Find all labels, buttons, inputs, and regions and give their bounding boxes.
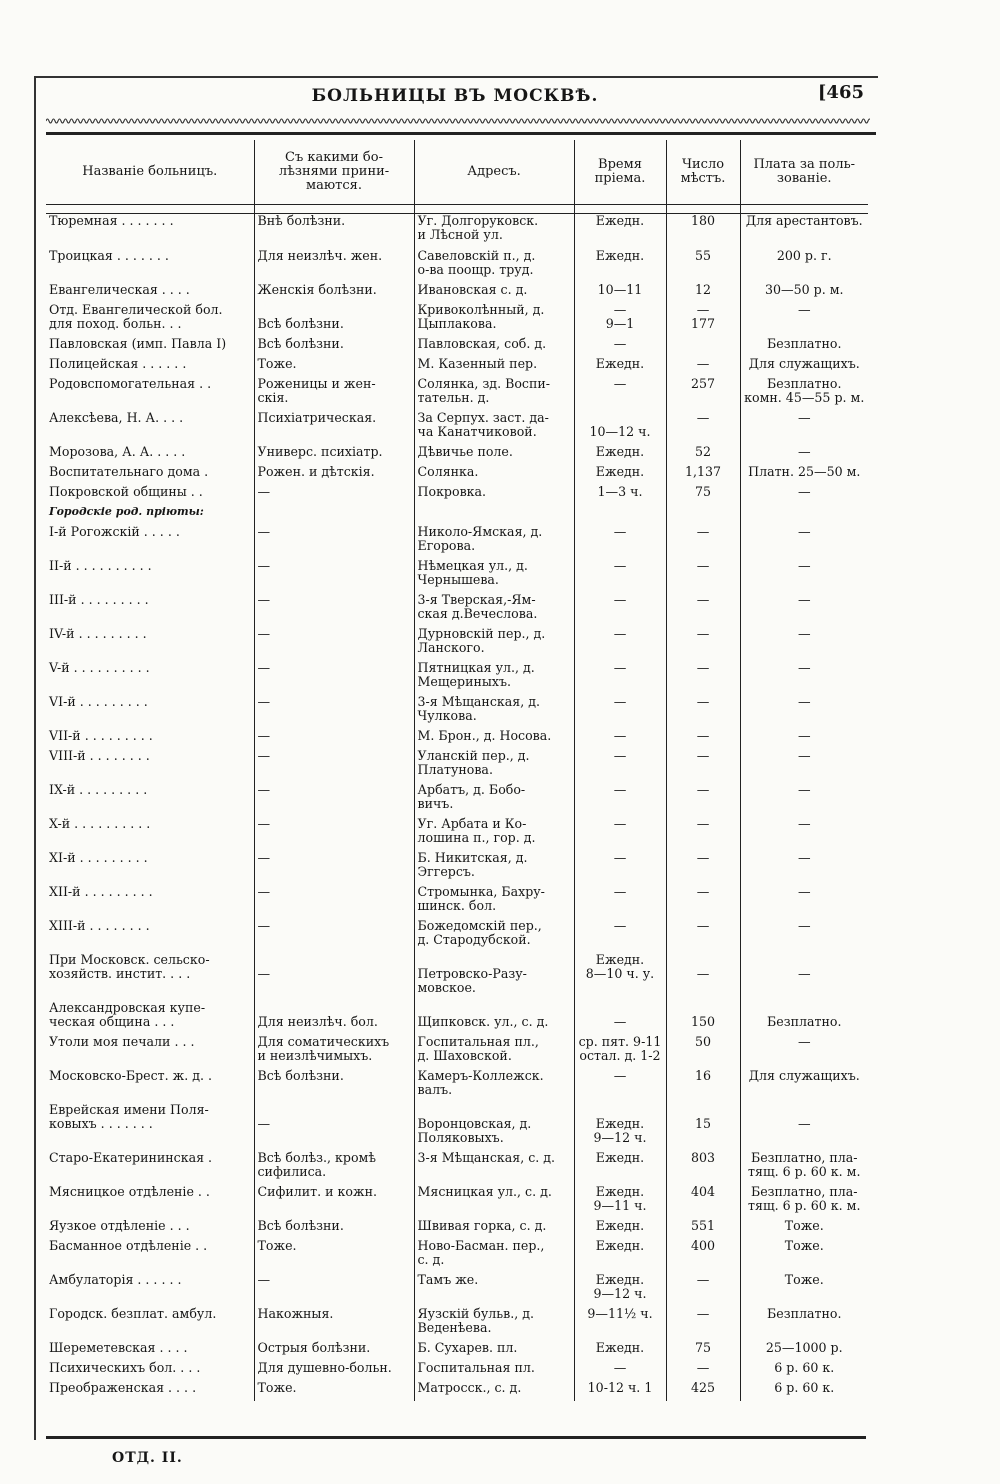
table-row xyxy=(46,1001,868,1035)
cell-beds: — xyxy=(666,919,740,953)
cell-name: VI-й . . . . . . . . . xyxy=(49,695,148,709)
cell-time: Ежедн. xyxy=(574,1151,666,1185)
cell-disease: Тоже. xyxy=(254,1239,414,1273)
table-row xyxy=(46,919,868,953)
cell-name: Евангелическая . . . . xyxy=(49,283,190,297)
table-row xyxy=(46,1069,868,1103)
cell-time: 1—3 ч. xyxy=(574,485,666,505)
cell-fee: Безплатно. xyxy=(740,337,868,357)
cell-beds: — xyxy=(666,525,740,559)
cell-time: Ежедн. xyxy=(574,1341,666,1361)
cell-fee: — xyxy=(740,411,868,445)
cell-disease: — xyxy=(254,749,414,783)
cell-time: ср. пят. 9-11 остал. д. 1-2 xyxy=(574,1035,666,1069)
cell-address: Солянка, зд. Воспи- тательн. д. xyxy=(414,377,574,411)
frame-top-rule xyxy=(34,76,878,78)
cell-fee: 6 р. 60 к. xyxy=(740,1361,868,1381)
cell-fee: Для служащихъ. xyxy=(740,357,868,377)
cell-name: Воспитательнаго дома . xyxy=(49,465,209,479)
cell-disease: — xyxy=(254,485,414,505)
cell-disease: Для неизлѣч. бол. xyxy=(254,1001,414,1035)
cell-address: Покровка. xyxy=(414,485,574,505)
table-row xyxy=(46,1273,868,1307)
cell-time: 10-12 ч. 1 xyxy=(574,1381,666,1401)
cell-time: — 9—1 xyxy=(574,303,666,337)
cell-fee: — xyxy=(740,919,868,953)
cell-disease: — xyxy=(254,783,414,817)
cell-disease: — xyxy=(254,559,414,593)
cell-beds: — xyxy=(666,1361,740,1381)
cell-time: — xyxy=(574,661,666,695)
header-spacer xyxy=(46,205,868,214)
cell-address: Ново-Басман. пер., с. д. xyxy=(414,1239,574,1273)
cell-time: — xyxy=(574,559,666,593)
cell-address: 3-я Тверская,-Ям- ская д.Вечеслова. xyxy=(414,593,574,627)
cell-fee: 30—50 р. м. xyxy=(740,283,868,303)
cell-beds: — xyxy=(666,817,740,851)
cell-address: Воронцовская, д. Поляковыхъ. xyxy=(414,1103,574,1151)
cell-name: Еврейская имени Поля- ковыхъ . . . . . . . xyxy=(49,1103,209,1131)
cell-disease: Для соматическихъ и неизлѣчимыхъ. xyxy=(254,1035,414,1069)
cell-address: Щипковск. ул., с. д. xyxy=(414,1001,574,1035)
cell-disease: Внѣ болѣзни. xyxy=(254,214,414,250)
cell-time: — xyxy=(574,695,666,729)
cell-fee xyxy=(740,505,868,525)
table-row xyxy=(46,249,868,283)
cell-address: Николо-Ямская, д. Егорова. xyxy=(414,525,574,559)
cell-address: Ивановская с. д. xyxy=(414,283,574,303)
cell-name: IX-й . . . . . . . . . xyxy=(49,783,148,797)
cell-address: Солянка. xyxy=(414,465,574,485)
cell-time: — xyxy=(574,377,666,411)
cell-name: Алексѣева, Н. А. . . . xyxy=(49,411,184,425)
table-row xyxy=(46,885,868,919)
cell-address: Стромынка, Бахру- шинск. бол. xyxy=(414,885,574,919)
table-row xyxy=(46,465,868,485)
cell-fee: Для арестантовъ. xyxy=(740,214,868,250)
cell-name: Шереметевская . . . . xyxy=(49,1341,188,1355)
cell-name: Городск. безплат. амбул. xyxy=(49,1307,217,1321)
cell-fee: Безплатно, пла- тящ. 6 р. 60 к. м. xyxy=(740,1151,868,1185)
cell-disease: Психіатрическая. xyxy=(254,411,414,445)
cell-name: Морозова, А. А. . . . . xyxy=(49,445,186,459)
cell-beds: 257 xyxy=(666,377,740,411)
cell-time: — xyxy=(574,1361,666,1381)
cell-name: Полицейская . . . . . . xyxy=(49,357,187,371)
cell-time: Ежедн. 9—12 ч. xyxy=(574,1273,666,1307)
cell-fee: — xyxy=(740,953,868,1001)
cell-beds: — xyxy=(666,593,740,627)
cell-address: Пятницкая ул., д. Мещериныхъ. xyxy=(414,661,574,695)
cell-disease: — xyxy=(254,525,414,559)
cell-beds: — xyxy=(666,783,740,817)
cell-time: Ежедн. xyxy=(574,445,666,465)
table-row xyxy=(46,283,868,303)
cell-fee: Безплатно, пла- тящ. 6 р. 60 к. м. xyxy=(740,1185,868,1219)
footer-rule xyxy=(46,1436,866,1439)
cell-fee: Для служащихъ. xyxy=(740,1069,868,1103)
cell-name: V-й . . . . . . . . . . xyxy=(49,661,150,675)
cell-address: Нѣмецкая ул., д. Чернышева. xyxy=(414,559,574,593)
cell-fee: — xyxy=(740,445,868,465)
cell-fee: — xyxy=(740,783,868,817)
cell-disease: — xyxy=(254,1103,414,1151)
cell-address: Мясницкая ул., с. д. xyxy=(414,1185,574,1219)
frame-left-rule xyxy=(34,76,36,1440)
cell-time: — xyxy=(574,851,666,885)
table-row xyxy=(46,953,868,1001)
cell-fee: 200 р. г. xyxy=(740,249,868,283)
cell-beds: — xyxy=(666,411,740,445)
cell-disease: — xyxy=(254,1273,414,1307)
header-rule xyxy=(46,132,876,135)
cell-time: — xyxy=(574,525,666,559)
table-row xyxy=(46,695,868,729)
cell-address: Петровско-Разу- мовское. xyxy=(414,953,574,1001)
cell-beds: 12 xyxy=(666,283,740,303)
cell-name: I-й Рогожскій . . . . . xyxy=(49,525,180,539)
cell-address: Б. Сухарев. пл. xyxy=(414,1341,574,1361)
cell-name: Психическихъ бол. . . . xyxy=(49,1361,201,1375)
cell-time xyxy=(574,505,666,525)
cell-beds: — xyxy=(666,851,740,885)
cell-fee: — xyxy=(740,695,868,729)
cell-fee: Тоже. xyxy=(740,1273,868,1307)
table-row xyxy=(46,559,868,593)
cell-disease xyxy=(254,505,414,525)
cell-name: Отд. Евангелической бол. для поход. больн. . . xyxy=(49,303,223,331)
cell-beds: 425 xyxy=(666,1381,740,1401)
table-row xyxy=(46,729,868,749)
cell-beds: 75 xyxy=(666,485,740,505)
cell-disease: — xyxy=(254,817,414,851)
cell-disease: Сифилит. и кожн. xyxy=(254,1185,414,1219)
cell-time: Ежедн. 9—11 ч. xyxy=(574,1185,666,1219)
table-row xyxy=(46,749,868,783)
table-row xyxy=(46,661,868,695)
cell-beds: — xyxy=(666,1273,740,1307)
cell-address: 3-я Мѣщанская, д. Чулкова. xyxy=(414,695,574,729)
table-body xyxy=(46,214,868,1402)
cell-beds: — xyxy=(666,627,740,661)
cell-fee: 6 р. 60 к. xyxy=(740,1381,868,1401)
cell-fee: — xyxy=(740,485,868,505)
cell-name: X-й . . . . . . . . . . xyxy=(49,817,151,831)
cell-address: Камеръ-Коллежск. валъ. xyxy=(414,1069,574,1103)
cell-time: — xyxy=(574,729,666,749)
cell-time: Ежедн. xyxy=(574,1239,666,1273)
cell-address: Швивая горка, с. д. xyxy=(414,1219,574,1239)
cell-beds: — xyxy=(666,953,740,1001)
cell-address: Савеловскій п., д. о-ва поощр. труд. xyxy=(414,249,574,283)
table-row xyxy=(46,1307,868,1341)
cell-address: Дурновскій пер., д. Ланского. xyxy=(414,627,574,661)
cell-beds: — xyxy=(666,695,740,729)
cell-fee: — xyxy=(740,1035,868,1069)
cell-beds: 180 xyxy=(666,214,740,250)
table-row xyxy=(46,1219,868,1239)
cell-disease: Всѣ болѣзни. xyxy=(254,1069,414,1103)
cell-name: Басманное отдѣленіе . . xyxy=(49,1239,208,1253)
cell-disease: Для душевно-больн. xyxy=(254,1361,414,1381)
cell-address: Уланскій пер., д. Платунова. xyxy=(414,749,574,783)
cell-address: Уг. Долгоруковск. и Лѣсной ул. xyxy=(414,214,574,250)
cell-disease: — xyxy=(254,953,414,1001)
page-title: БОЛЬНИЦЫ ВЪ МОСКВѢ. xyxy=(311,86,599,106)
wavy-divider xyxy=(46,116,870,126)
cell-fee: 25—1000 р. xyxy=(740,1341,868,1361)
cell-name: III-й . . . . . . . . . xyxy=(49,593,149,607)
cell-fee: — xyxy=(740,851,868,885)
cell-disease: Рожен. и дѣтскія. xyxy=(254,465,414,485)
cell-disease: Всѣ болѣз., кромѣ сифилиса. xyxy=(254,1151,414,1185)
table-row xyxy=(46,1361,868,1381)
table-row xyxy=(46,485,868,505)
cell-name: IV-й . . . . . . . . . xyxy=(49,627,147,641)
cell-address: 3-я Мѣщанская, с. д. xyxy=(414,1151,574,1185)
page-header xyxy=(40,80,870,114)
cell-fee: Тоже. xyxy=(740,1239,868,1273)
cell-address: Кривоколѣнный, д. Цыплакова. xyxy=(414,303,574,337)
cell-address: Божедомскій пер., д. Стародубской. xyxy=(414,919,574,953)
cell-name: XI-й . . . . . . . . . xyxy=(49,851,148,865)
cell-fee: — xyxy=(740,303,868,337)
table-row xyxy=(46,525,868,559)
cell-beds xyxy=(666,505,740,525)
cell-disease: Роженицы и жен- скія. xyxy=(254,377,414,411)
cell-name: VIII-й . . . . . . . . xyxy=(49,749,150,763)
cell-beds: 551 xyxy=(666,1219,740,1239)
cell-fee: — xyxy=(740,593,868,627)
cell-fee: Тоже. xyxy=(740,1219,868,1239)
cell-fee: — xyxy=(740,627,868,661)
cell-disease: Всѣ болѣзни. xyxy=(254,303,414,337)
table-row xyxy=(46,1103,868,1151)
cell-name: Городскіе род. пріюты: xyxy=(49,505,204,518)
cell-disease: — xyxy=(254,919,414,953)
table-row xyxy=(46,214,868,250)
cell-beds: 803 xyxy=(666,1151,740,1185)
cell-fee: — xyxy=(740,559,868,593)
table-row xyxy=(46,1035,868,1069)
cell-time: — xyxy=(574,817,666,851)
cell-name: Мясницкое отдѣленіе . . xyxy=(49,1185,210,1199)
col-header-fee: Плата за поль- зованіе. xyxy=(740,140,868,205)
table-row xyxy=(46,1239,868,1273)
cell-address: М. Брон., д. Носова. xyxy=(414,729,574,749)
table-header-row xyxy=(46,140,868,205)
cell-name: При Московск. сельско- хозяйств. инстит. . . . xyxy=(49,953,210,981)
cell-beds: 1,137 xyxy=(666,465,740,485)
col-header-address: Адресъ. xyxy=(414,140,574,205)
cell-name: Александровская купе- ческая община . . . xyxy=(49,1001,206,1029)
table-row xyxy=(46,411,868,445)
cell-time: — xyxy=(574,593,666,627)
cell-fee: Платн. 25—50 м. xyxy=(740,465,868,485)
cell-address: Матросск., с. д. xyxy=(414,1381,574,1401)
table-row xyxy=(46,627,868,661)
cell-beds: 16 xyxy=(666,1069,740,1103)
cell-fee: — xyxy=(740,525,868,559)
cell-disease: — xyxy=(254,627,414,661)
cell-address: Павловская, соб. д. xyxy=(414,337,574,357)
cell-beds: — xyxy=(666,749,740,783)
cell-disease: Острыя болѣзни. xyxy=(254,1341,414,1361)
cell-name: Утоли моя печали . . . xyxy=(49,1035,195,1049)
cell-time: — xyxy=(574,1069,666,1103)
cell-address: Госпитальная пл., д. Шаховской. xyxy=(414,1035,574,1069)
table-row xyxy=(46,357,868,377)
cell-time: Ежедн. 9—12 ч. xyxy=(574,1103,666,1151)
cell-beds: — 177 xyxy=(666,303,740,337)
cell-name: II-й . . . . . . . . . . xyxy=(49,559,152,573)
cell-name: Старо-Екатерининская . xyxy=(49,1151,213,1165)
table-row xyxy=(46,1151,868,1185)
cell-time: Ежедн. xyxy=(574,214,666,250)
table-row xyxy=(46,377,868,411)
cell-address: Дѣвичье поле. xyxy=(414,445,574,465)
cell-address: Госпитальная пл. xyxy=(414,1361,574,1381)
cell-beds: — xyxy=(666,1307,740,1341)
cell-beds: 50 xyxy=(666,1035,740,1069)
cell-name: Родовспомогательная . . xyxy=(49,377,212,391)
cell-disease: Женскія болѣзни. xyxy=(254,283,414,303)
cell-fee: — xyxy=(740,817,868,851)
cell-time: — xyxy=(574,627,666,661)
cell-time: Ежедн. xyxy=(574,1219,666,1239)
cell-address: Арбатъ, д. Бобо- вичъ. xyxy=(414,783,574,817)
cell-address: Яузскій бульв., д. Веденѣева. xyxy=(414,1307,574,1341)
cell-beds xyxy=(666,337,740,357)
cell-time: — xyxy=(574,783,666,817)
cell-beds: — xyxy=(666,559,740,593)
cell-fee: — xyxy=(740,661,868,695)
table-row xyxy=(46,1341,868,1361)
table-row xyxy=(46,1185,868,1219)
cell-beds: 400 xyxy=(666,1239,740,1273)
cell-disease: Всѣ болѣзни. xyxy=(254,1219,414,1239)
cell-address: Уг. Арбата и Ко- лошина п., гор. д. xyxy=(414,817,574,851)
cell-time: Ежедн. 8—10 ч. у. xyxy=(574,953,666,1001)
cell-disease: — xyxy=(254,593,414,627)
table-row xyxy=(46,445,868,465)
cell-name: Павловская (имп. Павла I) xyxy=(49,337,227,351)
cell-time: — xyxy=(574,337,666,357)
cell-name: Яузкое отдѣленіе . . . xyxy=(49,1219,190,1233)
cell-address: За Серпух. заст. да- ча Канатчиковой. xyxy=(414,411,574,445)
table-row xyxy=(46,303,868,337)
cell-disease: Для неизлѣч. жен. xyxy=(254,249,414,283)
cell-name: Амбулаторія . . . . . . xyxy=(49,1273,182,1287)
table-row xyxy=(46,817,868,851)
cell-disease: — xyxy=(254,661,414,695)
table-row xyxy=(46,505,868,525)
cell-disease: Тоже. xyxy=(254,357,414,377)
cell-name: Покровской общины . . xyxy=(49,485,203,499)
footer-section-label: ОТД. II. xyxy=(112,1450,183,1466)
cell-name: XIII-й . . . . . . . . xyxy=(49,919,150,933)
cell-name: Тюремная . . . . . . . xyxy=(49,213,174,228)
cell-fee: Безплатно. xyxy=(740,1307,868,1341)
cell-address xyxy=(414,505,574,525)
cell-name: Преображенская . . . . xyxy=(49,1381,197,1395)
cell-fee: Безплатно. комн. 45—55 р. м. xyxy=(740,377,868,411)
cell-beds: — xyxy=(666,661,740,695)
cell-beds: 150 xyxy=(666,1001,740,1035)
cell-fee: — xyxy=(740,1103,868,1151)
cell-address: М. Казенный пер. xyxy=(414,357,574,377)
cell-disease: — xyxy=(254,851,414,885)
cell-disease: Накожныя. xyxy=(254,1307,414,1341)
cell-name: XII-й . . . . . . . . . xyxy=(49,885,153,899)
cell-disease: — xyxy=(254,885,414,919)
cell-time: — xyxy=(574,749,666,783)
cell-disease: — xyxy=(254,729,414,749)
cell-beds: 75 xyxy=(666,1341,740,1361)
cell-time: Ежедн. xyxy=(574,357,666,377)
cell-disease: — xyxy=(254,695,414,729)
table-row xyxy=(46,593,868,627)
cell-disease: Универс. психіатр. xyxy=(254,445,414,465)
page-number: [465 xyxy=(817,82,864,103)
cell-fee: — xyxy=(740,729,868,749)
cell-beds: 15 xyxy=(666,1103,740,1151)
cell-disease: Всѣ болѣзни. xyxy=(254,337,414,357)
cell-time: Ежедн. xyxy=(574,249,666,283)
table-row xyxy=(46,851,868,885)
cell-name: Московско-Брест. ж. д. . xyxy=(49,1069,212,1083)
cell-address: Б. Никитская, д. Эггерсъ. xyxy=(414,851,574,885)
cell-beds: 404 xyxy=(666,1185,740,1219)
table-row xyxy=(46,783,868,817)
cell-fee: — xyxy=(740,749,868,783)
cell-time: — xyxy=(574,919,666,953)
cell-address: Тамъ же. xyxy=(414,1273,574,1307)
hospitals-table xyxy=(46,140,868,1401)
table-row xyxy=(46,337,868,357)
cell-fee: — xyxy=(740,885,868,919)
cell-time: 10—11 xyxy=(574,283,666,303)
cell-beds: — xyxy=(666,357,740,377)
cell-beds: — xyxy=(666,729,740,749)
cell-beds: — xyxy=(666,885,740,919)
col-header-beds: Число мѣстъ. xyxy=(666,140,740,205)
cell-beds: 55 xyxy=(666,249,740,283)
cell-fee: Безплатно. xyxy=(740,1001,868,1035)
table-row xyxy=(46,1381,868,1401)
cell-time: 9—11½ ч. xyxy=(574,1307,666,1341)
cell-time: — xyxy=(574,1001,666,1035)
cell-time: 10—12 ч. xyxy=(574,411,666,445)
cell-beds: 52 xyxy=(666,445,740,465)
col-header-time: Время пріема. xyxy=(574,140,666,205)
cell-name: Троицкая . . . . . . . xyxy=(49,249,169,263)
col-header-name: Названіе больницъ. xyxy=(46,140,254,205)
col-header-disease: Съ какими бо- лѣзнями прини- маются. xyxy=(254,140,414,205)
cell-time: — xyxy=(574,885,666,919)
cell-disease: Тоже. xyxy=(254,1381,414,1401)
cell-time: Ежедн. xyxy=(574,465,666,485)
cell-name: VII-й . . . . . . . . . xyxy=(49,729,153,743)
